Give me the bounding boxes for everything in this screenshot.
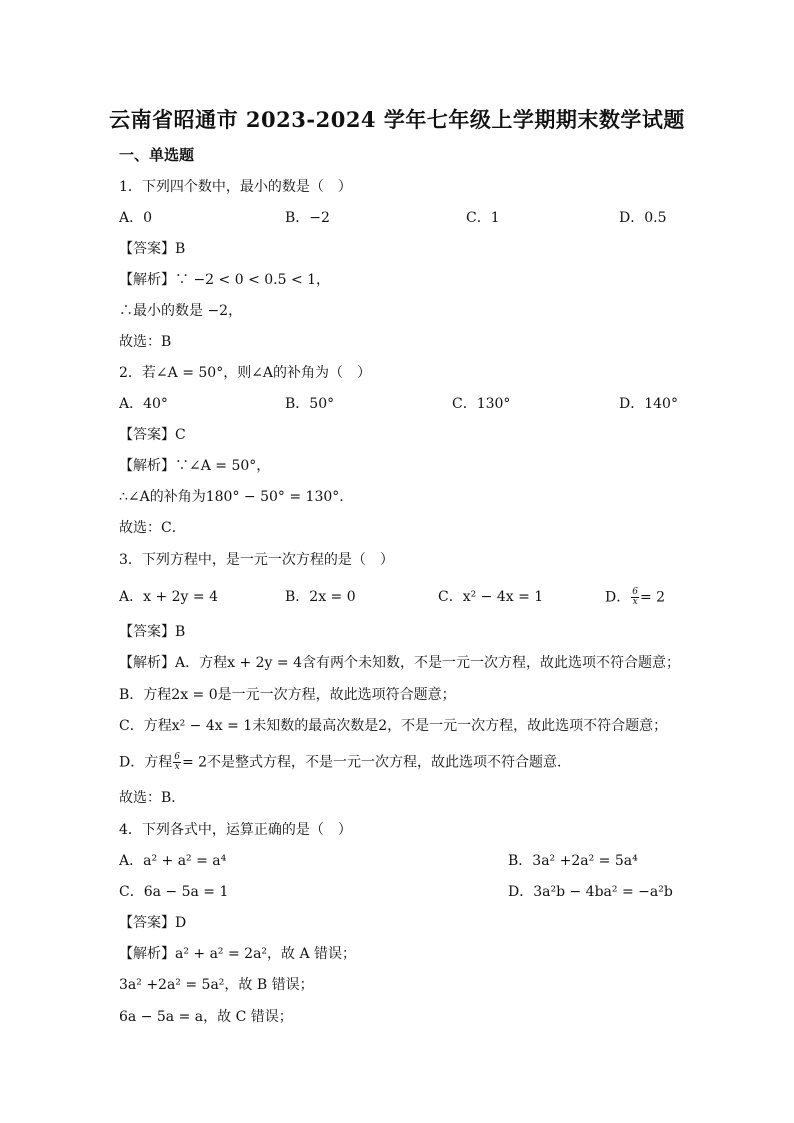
q1-analysis-2: ∴最小的数是 −2， [119,303,243,319]
q4-option-c: C．6a − 5a = 1 [119,884,229,900]
fraction-denominator: x [174,762,180,772]
q4-answer: 【答案】D [119,915,187,931]
q3-option-d [605,588,665,607]
q3-analysis-d-prefix: D．方程 [119,754,173,771]
q3-analysis-d [119,753,571,772]
q4-option-d: D．3a²b − 4ba² = −a²b [508,884,673,900]
q1-option-a: A．0 [119,210,153,226]
q4-option-b: B．3a² +2a² = 5a⁴ [508,853,638,869]
q3-analysis-d-suffix: = 2不是整式方程，不是一元一次方程，故此选项不符合题意． [181,754,572,771]
q3-option-a: A．x + 2y = 4 [119,589,218,605]
q3-option-d-tail: = 2 [639,589,666,606]
fraction-numerator: 6 [632,587,638,597]
page-title: 云南省昭通市 2023-2024 学年七年级上学期期末数学试题 [109,107,685,132]
q3-option-c: C．x² − 4x = 1 [438,589,544,605]
q1-option-c: C．1 [466,210,500,226]
q2-analysis-1: 【解析】∵∠A = 50°， [119,458,271,474]
q4-analysis-3: 6a − 5a = a，故 C 错误； [119,1009,293,1025]
q3-option-b: B．2x = 0 [285,589,356,605]
q2-analysis-3: 故选：C． [119,520,186,536]
q1-analysis-3: 故选：B [119,334,172,350]
q4-analysis-1: 【解析】a² + a² = 2a²，故 A 错误； [119,946,357,962]
q3-analysis-b: B．方程2x = 0是一元一次方程，故此选项符合题意； [119,687,456,703]
q2-answer: 【答案】C [119,427,186,443]
q2-stem: 2．若∠A = 50°，则∠A的补角为（ ） [119,365,372,381]
q3-option-d-label: D． [605,589,631,606]
q1-stem: 1．下列四个数中，最小的数是（ ） [119,179,352,195]
q2-option-b: B．50° [285,396,335,412]
q2-option-d: D．140° [619,396,678,412]
q3-answer: 【答案】B [119,624,186,640]
q1-option-d: D．0.5 [619,210,667,226]
fraction-denominator: x [632,597,638,607]
fraction [173,753,181,772]
q1-analysis-1: 【解析】∵ −2 < 0 < 0.5 < 1， [119,272,331,288]
section-heading: 一、单选题 [119,146,195,164]
fraction [631,588,639,607]
q2-option-a: A．40° [119,396,168,412]
q3-stem: 3．下列方程中，是一元一次方程的是（ ） [119,552,394,568]
q3-analysis-end: 故选：B． [119,790,186,806]
q3-analysis-c: C．方程x² − 4x = 1未知数的最高次数是2，不是一元一次方程，故此选项不符合题意； [119,718,668,734]
q4-analysis-2: 3a² +2a² = 5a²，故 B 错误； [119,977,314,993]
q2-analysis-2: ∴∠A的补角为180° − 50° = 130°. [119,489,344,505]
q1-answer: 【答案】B [119,241,186,257]
q3-analysis-a: 【解析】A．方程x + 2y = 4含有两个未知数，不是一元一次方程，故此选项不符合题意； [119,655,680,671]
fraction-numerator: 6 [174,752,180,762]
q4-option-a: A．a² + a² = a⁴ [119,853,227,869]
q2-option-c: C．130° [452,396,511,412]
q1-option-b: B．−2 [285,210,330,226]
q4-stem: 4．下列各式中，运算正确的是（ ） [119,822,352,838]
